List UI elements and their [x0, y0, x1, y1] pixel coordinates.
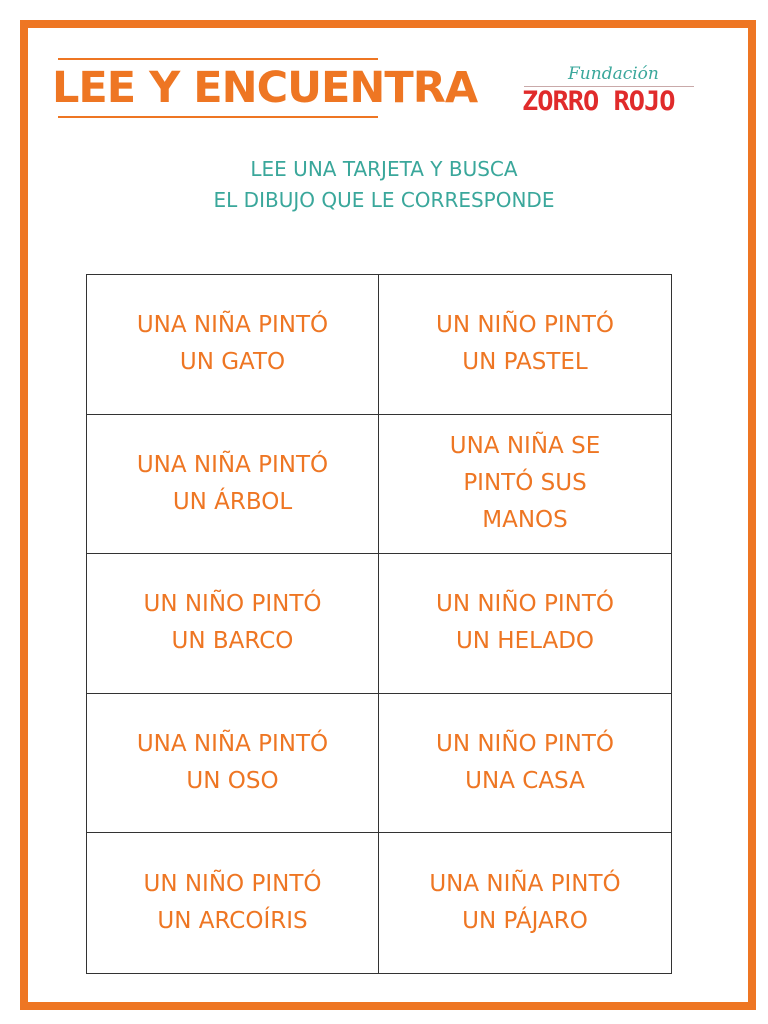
title-block: [52, 58, 478, 118]
instructions-line-1: LEE UNA TARJETA Y BUSCA: [250, 157, 518, 181]
card-text: UN NIÑO PINTÓ UN PASTEL: [436, 312, 614, 376]
instructions-line-2: EL DIBUJO QUE LE CORRESPONDE: [213, 188, 555, 212]
card-7: [87, 694, 379, 834]
card-1: [87, 275, 379, 415]
title-top-rule: [58, 58, 378, 60]
card-text: UNA NIÑA PINTÓ UN PÁJARO: [429, 871, 621, 935]
card-text: UNA NIÑA PINTÓ UN GATO: [136, 312, 329, 376]
card-8: [379, 694, 671, 834]
card-4: [379, 415, 671, 555]
card-3: [87, 415, 379, 555]
card-text: UNA NIÑA PINTÓ UN OSO: [136, 731, 329, 795]
instructions: [0, 154, 768, 216]
card-5: [87, 554, 379, 694]
card-text: UN NIÑO PINTÓ UNA CASA: [436, 731, 614, 795]
logo-zorro-rojo-text: ZORRO ROJO: [522, 86, 675, 117]
logo-fundacion-text: Fundación: [568, 64, 659, 84]
card-text: UN NIÑO PINTÓ UN BARCO: [143, 591, 322, 655]
title-bottom-rule: [58, 116, 378, 118]
card-text: UNA NIÑA PINTÓ UN ÁRBOL: [136, 451, 329, 515]
card-text: UN NIÑO PINTÓ UN ARCOÍRIS: [143, 871, 322, 935]
card-2: [379, 275, 671, 415]
card-grid: [86, 274, 672, 974]
fundacion-logo: [520, 64, 698, 124]
page-title: LEE Y ENCUENTRA: [52, 63, 478, 113]
card-text: UN NIÑO PINTÓ UN HELADO: [436, 591, 614, 655]
card-text: UNA NIÑA SE PINTÓ SUS MANOS: [449, 433, 601, 534]
card-10: [379, 833, 671, 973]
card-9: [87, 833, 379, 973]
card-6: [379, 554, 671, 694]
